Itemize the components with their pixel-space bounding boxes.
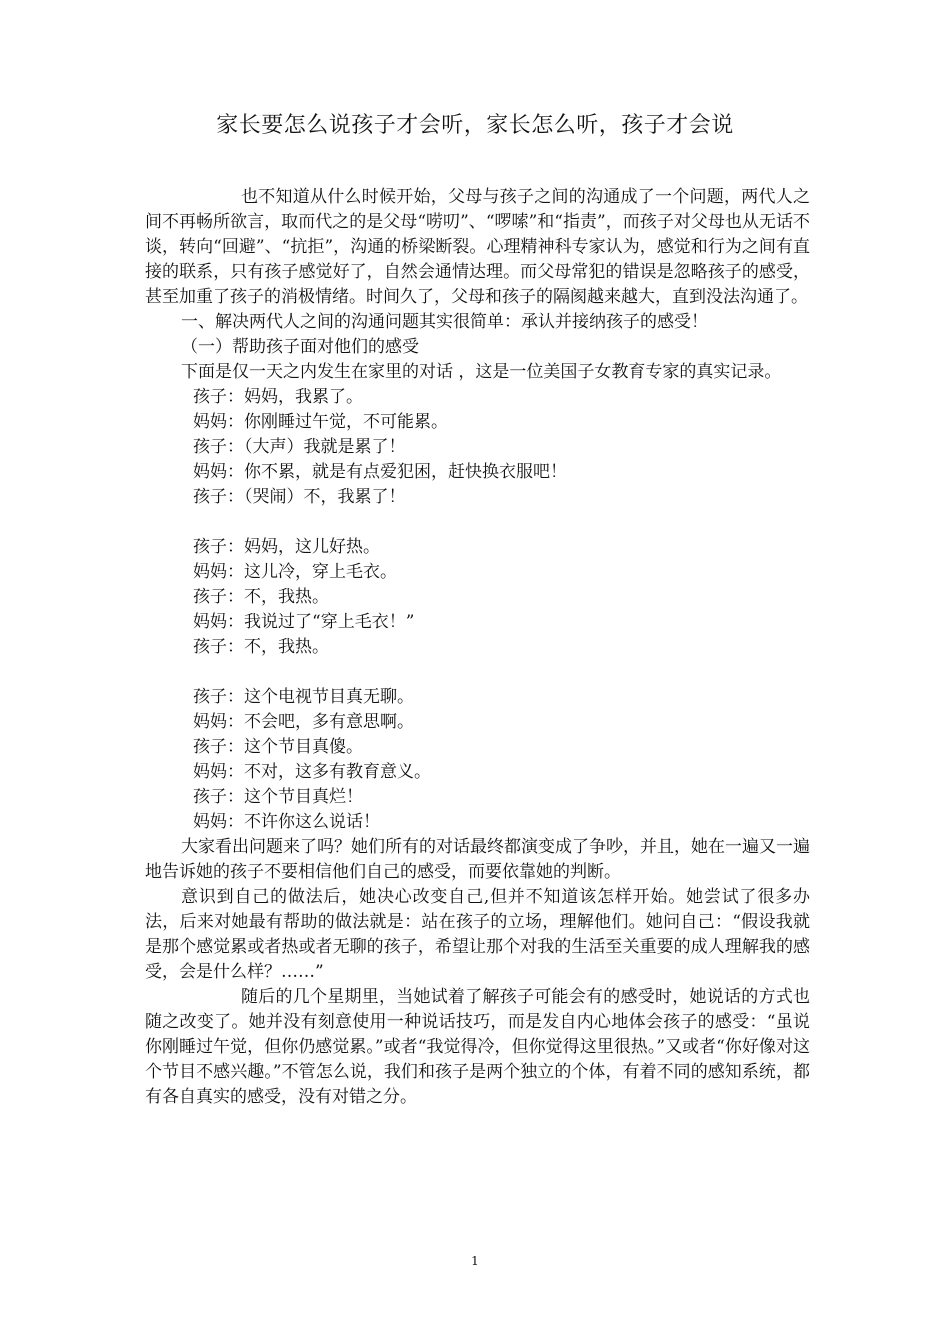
dialog-block-tv xyxy=(145,685,810,835)
dialog-line: 孩子：不，我热。 xyxy=(193,587,329,607)
dialog-line: 妈妈：不许你这么说话！ xyxy=(193,812,380,832)
section-heading-1: 一、解决两代人之间的沟通问题其实很简单：承认并接纳孩子的感受！ xyxy=(181,312,708,332)
dialog-line: 孩子：妈妈，我累了。 xyxy=(193,387,363,407)
summary-paragraph-1: 大家看出问题来了吗？她们所有的对话最终都演变成了争吵，并且，她在一遍又一遍地告诉她的孩子不要相信他们自己的感受，而要依靠她的判断。 xyxy=(145,837,810,882)
subsection-heading-1: （一）帮助孩子面对他们的感受 xyxy=(181,337,419,357)
summary-paragraph-3: 随后的几个星期里，当她试着了解孩子可能会有的感受时，她说话的方式也随之改变了。她并没有刻意使用一种说话技巧，而是发自内心地体会孩子的感受：“虽说你刚睡过午觉，但你仍感觉累。”或者“我觉得冷，但你觉得这里很热。”又或者“你好像对这个节目不感兴趣。”不管怎么说，我们和孩子是两个独立的个体，有着不同的感知系统，都有各自真实的感受，没有对错之分。 xyxy=(145,987,810,1107)
dialog-line: 孩子：这个节目真傻。 xyxy=(193,737,363,757)
dialog-line: 孩子：这个电视节目真无聊。 xyxy=(193,687,414,707)
record-paragraph: 下面是仅一天之内发生在家里的对话 ，这是一位美国子女教育专家的真实记录。 xyxy=(181,362,782,382)
dialog-line: 妈妈：你刚睡过午觉，不可能累。 xyxy=(193,412,448,432)
dialog-block-tired xyxy=(145,385,810,510)
summary-paragraph-2: 意识到自己的做法后，她决心改变自己,但并不知道该怎样开始。她尝试了很多办法，后来对她最有帮助的做法就是：站在孩子的立场，理解他们。她问自己：“假设我就是那个感觉累或者热或者无聊的孩子，希望让那个对我的生活至关重要的成人理解我的感受，会是什么样？……” xyxy=(145,887,810,982)
dialog-line: 妈妈：不会吧，多有意思啊。 xyxy=(193,712,414,732)
document-body xyxy=(145,185,810,1110)
blank-line xyxy=(145,660,810,685)
blank-line xyxy=(145,510,810,535)
dialog-line: 妈妈：我说过了“穿上毛衣！” xyxy=(193,612,415,632)
dialog-line: 孩子：（大声）我就是累了！ xyxy=(193,437,406,457)
dialog-line: 妈妈：你不累，就是有点爱犯困，赶快换衣服吧！ xyxy=(193,462,567,482)
dialog-line: 妈妈：不对，这多有教育意义。 xyxy=(193,762,431,782)
dialog-block-hot xyxy=(145,535,810,660)
page-number: 1 xyxy=(471,1254,479,1268)
dialog-line: 孩子：不，我热。 xyxy=(193,637,329,657)
dialog-line: 孩子：（哭闹）不，我累了！ xyxy=(193,487,406,507)
intro-paragraph: 也不知道从什么时候开始，父母与孩子之间的沟通成了一个问题，两代人之间不再畅所欲言，取而代之的是父母“唠叨”、“啰嗦”和“指责”，而孩子对父母也从无话不谈，转向“回避”、“抗拒”，沟通的桥梁断裂。心理精神科专家认为，感觉和行为之间有直接的联系，只有孩子感觉好了，自然会通情达理。而父母常犯的错误是忽略孩子的感受，甚至加重了孩子的消极情绪。时间久了，父母和孩子的隔阂越来越大，直到没法沟通了。 xyxy=(145,187,810,307)
dialog-line: 妈妈：这儿冷，穿上毛衣。 xyxy=(193,562,397,582)
dialog-line: 孩子：这个节目真烂！ xyxy=(193,787,363,807)
document-title: 家长要怎么说孩子才会听，家长怎么听，孩子才会说 xyxy=(216,113,734,138)
dialog-line: 孩子：妈妈，这儿好热。 xyxy=(193,537,380,557)
